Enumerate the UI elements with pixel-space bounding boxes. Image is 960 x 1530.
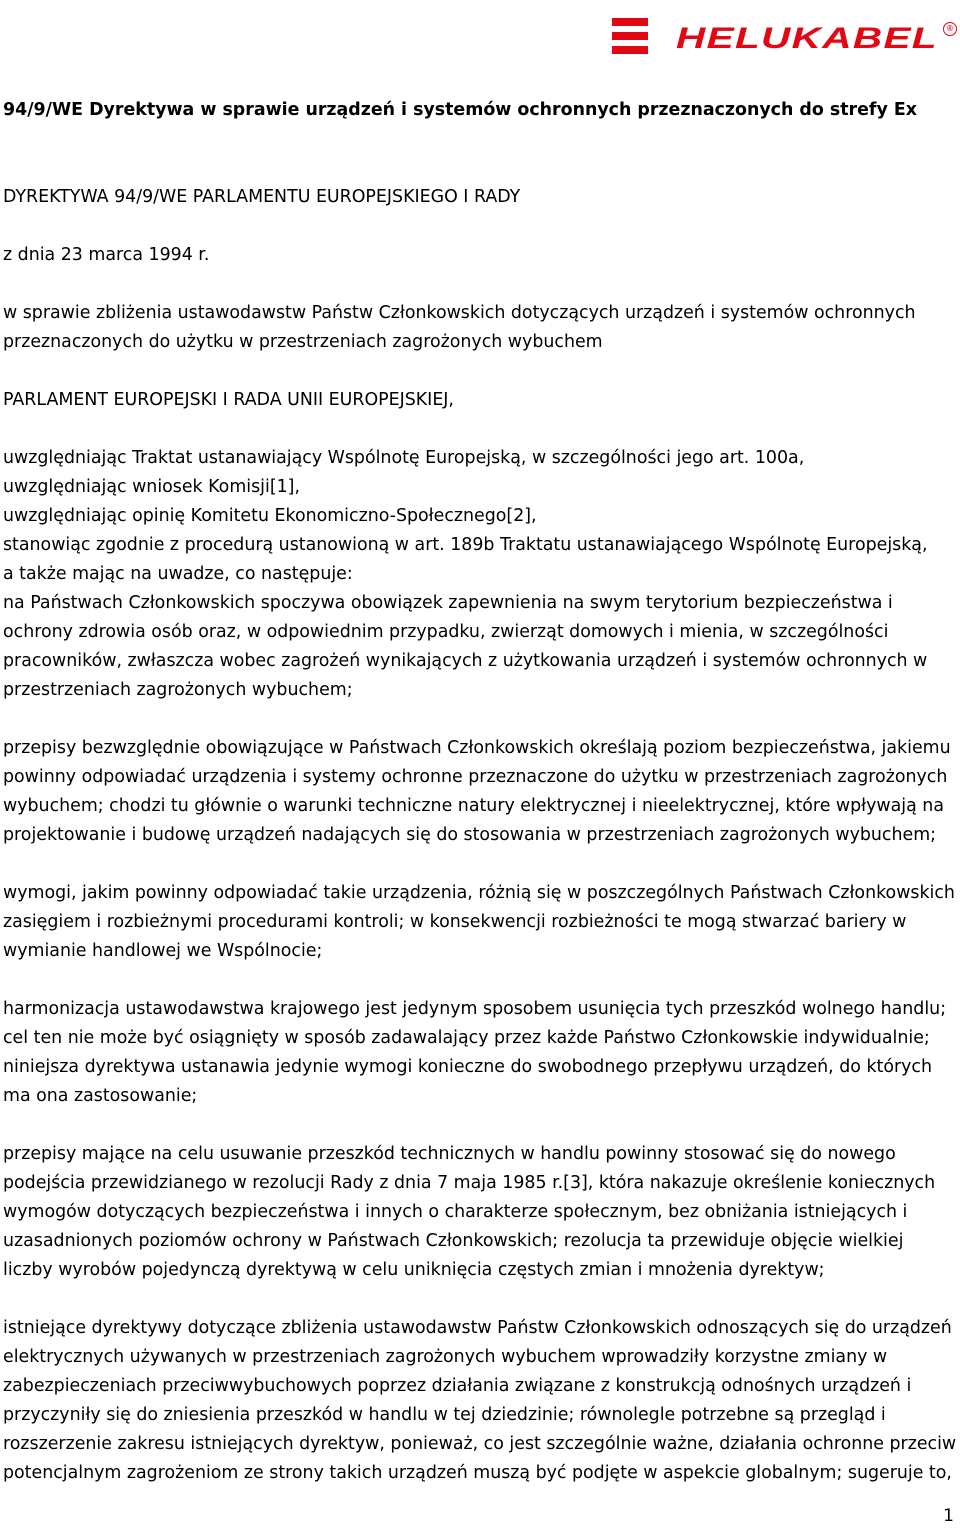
recital-paragraph [3, 1314, 958, 1488]
text-line: uzasadnionych poziomów ochrony w Państwach Członkowskich; rezolucja ta przewiduje objęcie wielkiej [3, 1231, 904, 1251]
text-line: a także mając na uwadze, co następuje: [3, 564, 353, 584]
text-line: liczby wyrobów pojedynczą dyrektywą w celu uniknięcia częstych zmian i mnożenia dyrektyw; [3, 1260, 825, 1280]
helukabel-logo-text: HELUKABEL [676, 22, 938, 55]
text-line: uwzględniając wniosek Komisji[1], [3, 477, 300, 497]
helukabel-logo-mark-icon [612, 18, 648, 54]
text-line: projektowanie i budowę urządzeń nadających się do stosowania w przestrzeniach zagrożonych wybuchem; [3, 825, 937, 845]
text-line: przepisy mające na celu usuwanie przeszkód technicznych w handlu powinny stosować się do nowego [3, 1144, 896, 1164]
registered-mark: ® [943, 22, 957, 36]
institutions-line: PARLAMENT EUROPEJSKI I RADA UNII EUROPEJSKIEJ, [3, 390, 454, 410]
text-line: wybuchem; chodzi tu głównie o warunki techniczne natury elektrycznej i nieelektrycznej, które wpływają na [3, 796, 944, 816]
text-line: podejścia przewidzianego w rezolucji Rady z dnia 7 maja 1985 r.[3], która nakazuje określenie koniecznych [3, 1173, 936, 1193]
text-line: pracowników, zwłaszcza wobec zagrożeń wynikających z użytkowania urządzeń i systemów ochronnych w [3, 651, 928, 671]
text-line: przyczyniły się do zniesienia przeszkód w handlu w tej dziedzinie; równolegle potrzebne są przegląd i [3, 1405, 886, 1425]
text-line: cel ten nie może być osiągnięty w sposób zadawalający przez każde Państwo Członkowskie indywidualnie; [3, 1028, 930, 1048]
text-line: wymogów dotyczących bezpieczeństwa i innych o charakterze społecznym, bez obniżania istniejących i [3, 1202, 908, 1222]
recital-paragraph [3, 995, 958, 1111]
helukabel-logo [612, 18, 957, 54]
recital-paragraph [3, 879, 958, 966]
text-line: przeznaczonych do użytku w przestrzeniach zagrożonych wybuchem [3, 332, 603, 352]
text-line: harmonizacja ustawodawstwa krajowego jest jedynym sposobem usunięcia tych przeszkód wolnego handlu; [3, 999, 947, 1019]
text-line: stanowiąc zgodnie z procedurą ustanowioną w art. 189b Traktatu ustanawiającego Wspólnotę Europejską, [3, 535, 928, 555]
recital-paragraph [3, 734, 958, 850]
text-line: w sprawie zbliżenia ustawodawstw Państw Członkowskich dotyczących urządzeń i systemów ochronnych [3, 303, 916, 323]
directive-date: z dnia 23 marca 1994 r. [3, 245, 210, 265]
text-line: przestrzeniach zagrożonych wybuchem; [3, 680, 353, 700]
directive-heading: DYREKTYWA 94/9/WE PARLAMENTU EUROPEJSKIEGO I RADY [3, 187, 521, 207]
document-title: 94/9/WE Dyrektywa w sprawie urządzeń i systemów ochronnych przeznaczonych do strefy Ex [3, 100, 917, 120]
text-line: istniejące dyrektywy dotyczące zbliżenia ustawodawstw Państw Członkowskich odnoszących się do urządzeń [3, 1318, 952, 1338]
text-line: uwzględniając opinię Komitetu Ekonomiczno-Społecznego[2], [3, 506, 537, 526]
text-line: ma ona zastosowanie; [3, 1086, 198, 1106]
recital-paragraph [3, 1140, 958, 1285]
text-line: rozszerzenie zakresu istniejących dyrektyw, ponieważ, co jest szczególnie ważne, działania ochronne przeciw [3, 1434, 957, 1454]
text-line: niniejsza dyrektywa ustanawia jedynie wymogi konieczne do swobodnego przepływu urządzeń, do których [3, 1057, 932, 1077]
text-line: zasięgiem i rozbieżnymi procedurami kontroli; w konsekwencji rozbieżności te mogą stwarzać bariery w [3, 912, 907, 932]
text-line: ochrony zdrowia osób oraz, w odpowiednim przypadku, zwierząt domowych i mienia, w szczególności [3, 622, 889, 642]
page-number: 1 [943, 1506, 954, 1526]
text-line: na Państwach Członkowskich spoczywa obowiązek zapewnienia na swym terytorium bezpieczeństwa i [3, 593, 893, 613]
text-line: elektrycznych używanych w przestrzeniach zagrożonych wybuchem wprowadziły korzystne zmiany w [3, 1347, 888, 1367]
text-line: zabezpieczeniach przeciwwybuchowych poprzez działania związane z konstrukcją odnośnych urządzeń i [3, 1376, 912, 1396]
text-line: przepisy bezwzględnie obowiązujące w Państwach Członkowskich określają poziom bezpieczeństwa, jakiemu [3, 738, 951, 758]
text-line: potencjalnym zagrożeniom ze strony takich urządzeń muszą być podjęte w aspekcie globalnym; sugeruje to, [3, 1463, 952, 1483]
document-body [3, 96, 958, 1488]
preamble [3, 444, 958, 705]
directive-subject [3, 299, 958, 357]
text-line: wymogi, jakim powinny odpowiadać takie urządzenia, różnią się w poszczególnych Państwach Członkowskich [3, 883, 955, 903]
text-line: wymianie handlowej we Wspólnocie; [3, 941, 323, 961]
text-line: powinny odpowiadać urządzenia i systemy ochronne przeznaczone do użytku w przestrzeniach zagrożonych [3, 767, 948, 787]
text-line: uwzględniając Traktat ustanawiający Wspólnotę Europejską, w szczególności jego art. 100a, [3, 448, 805, 468]
